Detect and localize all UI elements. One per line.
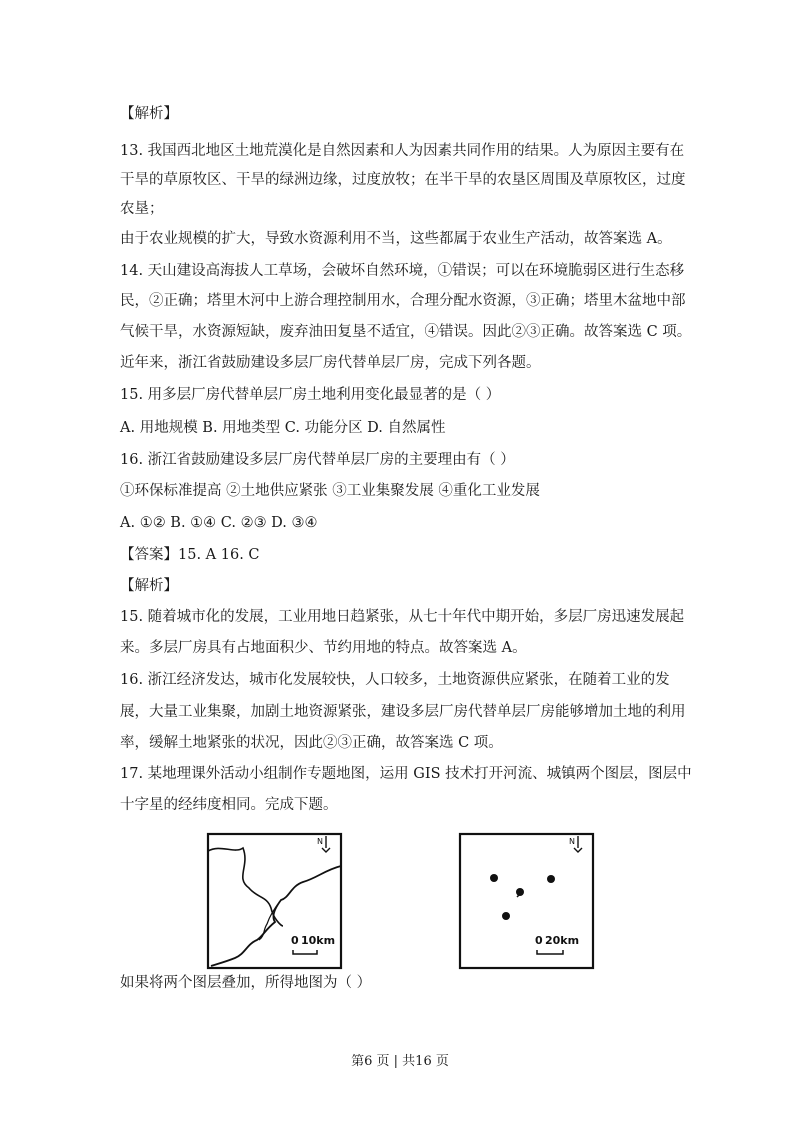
q13-line-1: 13. 我国西北地区土地荒漠化是自然因素和人为因素共同作用的结果。人为原因主要有在 xyxy=(120,143,685,159)
river-map-north-label: N xyxy=(317,837,323,846)
river-map-scale-text: 10km xyxy=(301,934,336,947)
q16-items: ①环保标准提高 ②土地供应紧张 ③工业集聚发展 ④重化工业发展 xyxy=(120,483,540,499)
town-point-4 xyxy=(502,912,510,920)
q13-line-3: 农垦； xyxy=(120,201,164,217)
river-map-frame xyxy=(208,834,341,968)
town-map-scale-text: 20km xyxy=(545,934,580,947)
q14-line-2: 民，②正确；塔里木河中上游合理控制用水，合理分配水资源，③正确；塔里木盆地中部 xyxy=(120,293,686,309)
gis-layer-maps xyxy=(205,826,605,976)
q17-line-2: 十字星的经纬度相同。完成下题。 xyxy=(120,797,338,813)
town-point-1 xyxy=(490,874,498,882)
town-layer-map xyxy=(460,834,593,968)
q15-options: A. 用地规模 B. 用地类型 C. 功能分区 D. 自然属性 xyxy=(120,420,446,436)
town-map-frame xyxy=(460,834,593,968)
town-map-scale-zero: 0 xyxy=(535,934,543,947)
exp16-line-3: 率，缓解土地紧张的状况，因此②③正确，故答案选 C 项。 xyxy=(120,735,503,751)
answer-line: 【答案】15. A 16. C xyxy=(120,547,260,563)
q16-options: A. ①② B. ①④ C. ②③ D. ③④ xyxy=(120,515,318,531)
exp16-line-2: 展，大量工业集聚，加剧土地资源紧张，建设多层厂房代替单层厂房能够增加土地的利用 xyxy=(120,704,686,720)
q15-stem: 15. 用多层厂房代替单层厂房土地利用变化最显著的是（ ） xyxy=(120,387,501,403)
river-layer-map xyxy=(208,834,341,968)
exp15-line-1: 15. 随着城市化的发展，工业用地日趋紧张，从七十年代中期开始，多层厂房迅速发展起 xyxy=(120,609,685,625)
river-map-scale-zero: 0 xyxy=(291,934,299,947)
q14-line-3: 气候干旱，水资源短缺，废弃油田复垦不适宜，④错误。因此②③正确。故答案选 C 项。 xyxy=(120,324,692,340)
q14-line-1: 14. 天山建设高海拔人工草场，会破坏自然环境，①错误；可以在环境脆弱区进行生态移 xyxy=(120,263,685,279)
exp16-line-1: 16. 浙江经济发达，城市化发展较快，人口较多，土地资源供应紧张，在随着工业的发 xyxy=(120,672,670,688)
q13-line-2: 干旱的草原牧区、干旱的绿洲边缘，过度放牧；在半干旱的农垦区周围及草原牧区，过度 xyxy=(120,172,686,188)
town-point-3 xyxy=(547,875,555,883)
exp15-line-2: 来。多层厂房具有占地面积少、节约用地的特点。故答案选 A。 xyxy=(120,640,527,656)
q17-stem: 如果将两个图层叠加，所得地图为（ ） xyxy=(120,975,372,991)
q17-line-1: 17. 某地理课外活动小组制作专题地图，运用 GIS 技术打开河流、城镇两个图层，图层中 xyxy=(120,766,692,782)
analysis-heading-2: 【解析】 xyxy=(120,578,178,594)
analysis-heading: 【解析】 xyxy=(120,106,178,122)
group-intro: 近年来，浙江省鼓励建设多层厂房代替单层厂房，完成下列各题。 xyxy=(120,355,541,371)
layer-map-figure xyxy=(205,826,605,976)
town-map-north-label: N xyxy=(569,837,575,846)
q13-line-4: 由于农业规模的扩大，导致水资源利用不当，这些都属于农业生产活动，故答案选 A。 xyxy=(120,231,672,247)
q16-stem: 16. 浙江省鼓励建设多层厂房代替单层厂房的主要理由有（ ） xyxy=(120,452,515,468)
page-footer: 第6 页 | 共16 页 xyxy=(351,1054,449,1069)
